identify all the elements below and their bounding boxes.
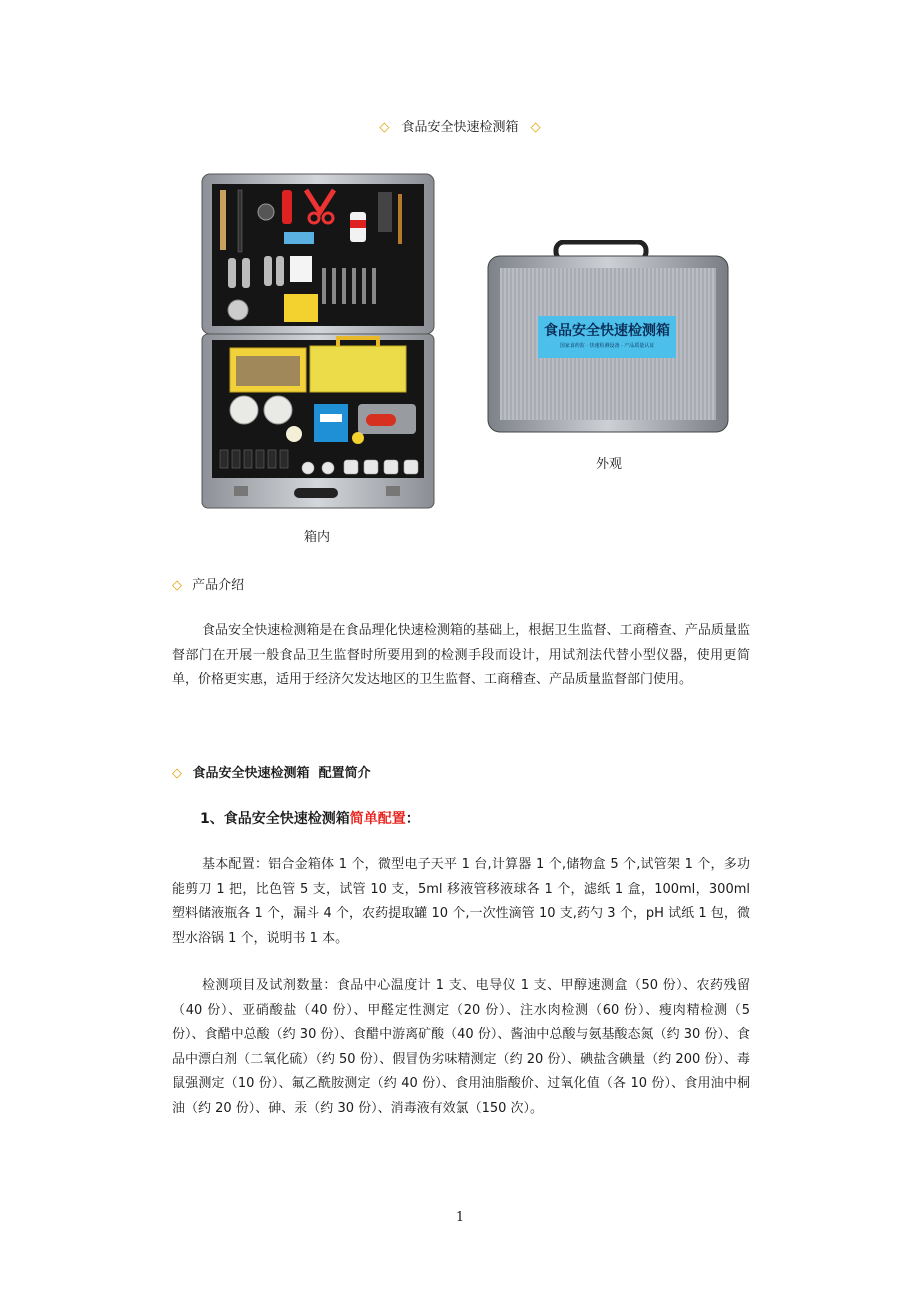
- outside-caption: 外观: [596, 457, 623, 472]
- test-items-paragraph: 检测项目及试剂数量：食品中心温度计 1 支、电导仪 1 支、甲醇速测盒（50 份）、农药残留（40 份）、亚硝酸盐（40 份）、甲醛定性测定（20 份）、注水肉检测（60 份）、瘦肉精检测（5 份）、食醋中总酸（约 30 份）、食醋中游离矿酸（40 份）、酱油中总酸与氨基酸态氮（约 30 份）、食品中漂白剂（二氧化硫）（约 50 份）、假冒伪劣味精测定（约 20 份）、碘盐含碘量（约 200 份）、毒鼠强测定（10 份）、氟乙酰胺测定（约 40 份）、食用油脂酸价、过氧化值（各 10 份）、食用油中桐油（约 20 份）、砷、汞（约 30 份）、消毒液有效氯（150 次）。: [172, 978, 750, 1116]
- subheading-highlight: 简单配置: [349, 811, 406, 827]
- config-heading-text: 食品安全快速检测箱 配置简介: [192, 766, 371, 781]
- page-number: 1: [455, 1210, 465, 1225]
- diamond-icon: ◇: [379, 120, 390, 135]
- inside-caption: 箱内: [304, 530, 331, 545]
- subheading-suffix: ：: [405, 811, 420, 827]
- basic-config-paragraph: 基本配置：铝合金箱体 1 个，微型电子天平 1 台,计算器 1 个,储物盒 5 个,试管架 1 个，多功能剪刀 1 把，比色管 5 支，试管 10 支，5ml 移液管移液球各 1 个，滤纸 1 盒，100ml，300ml 塑料储液瓶各 1 个，漏斗 4 个，农药提取罐 10 个,一次性滴管 10 支,药勺 3 个，pH 试纸 1 包，微型水浴锅 1 个，说明书 1 本。: [172, 857, 750, 946]
- intro-heading-text: 产品介绍: [192, 578, 245, 593]
- case-label: 食品安全快速检测箱: [544, 323, 670, 339]
- page-title: [0, 116, 920, 135]
- config-subheading: [200, 808, 420, 828]
- diamond-icon: ◇: [172, 766, 182, 781]
- case-sublabel: 国家食药监 · 快速检测设备 · 产品质量认证: [559, 343, 655, 349]
- diamond-icon: ◇: [172, 578, 182, 593]
- title-text: 食品安全快速检测箱: [401, 120, 519, 135]
- diamond-icon: ◇: [530, 120, 541, 135]
- config-heading: [172, 762, 371, 781]
- intro-heading: [172, 574, 244, 593]
- intro-paragraph: 食品安全快速检测箱是在食品理化快速检测箱的基础上，根据卫生监督、工商稽查、产品质量监督部门在开展一般食品卫生监督时所要用到的检测手段而设计，用试剂法代替小型仪器，使用更简单，价格更实惠，适用于经济欠发达地区的卫生监督、工商稽查、产品质量监督部门使用。: [172, 623, 750, 687]
- subheading-prefix: 1、食品安全快速检测箱: [200, 811, 350, 827]
- case-inside-photo: [198, 172, 438, 512]
